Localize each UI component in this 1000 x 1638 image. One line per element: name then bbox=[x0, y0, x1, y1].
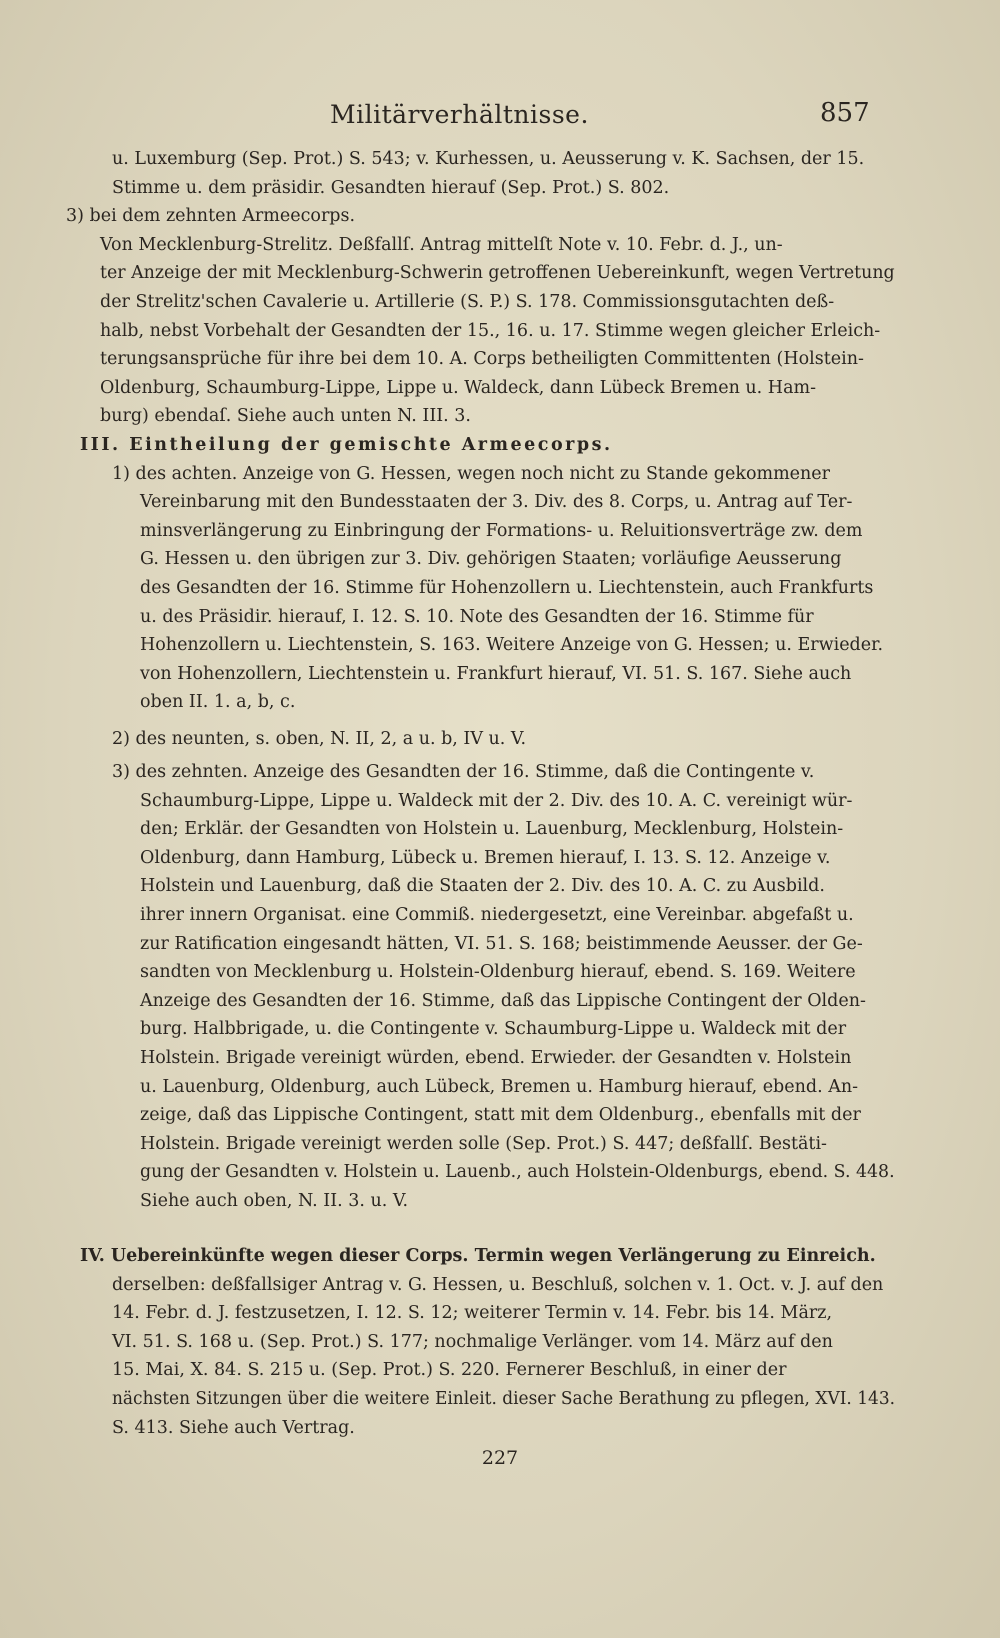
text-line: halb, nebst Vorbehalt der Gesandten der 15., 16. u. 17. Stimme wegen gleicher Erleich- bbox=[100, 320, 881, 341]
section-heading: 3) bei dem zehnten Armeecorps. bbox=[66, 206, 356, 227]
text-line: Siehe auch oben, N. II. 3. u. V. bbox=[140, 1191, 409, 1211]
text-line: 14. Febr. d. J. festzusetzen, I. 12. S. 12; weiterer Termin v. 14. Febr. bis 14. März, bbox=[112, 1303, 833, 1324]
text-line: burg) ebendaſ. Siehe auch unten N. III. 3. bbox=[100, 406, 471, 427]
text-line: zur Ratification eingesandt hätten, VI. 51. S. 168; beistimmende Aeusser. der Ge- bbox=[140, 933, 863, 954]
text-line: derselben: deßfallsiger Antrag v. G. Hessen, u. Beschluß, solchen v. 1. Oct. v. J. auf den bbox=[112, 1274, 884, 1295]
text-line: Holstein. Brigade vereinigt würden, ebend. Erwieder. der Gesandten v. Holstein bbox=[140, 1048, 852, 1068]
text-line: u. des Präsidir. hierauf, I. 12. S. 10. Note des Gesandten der 16. Stimme für bbox=[140, 606, 814, 627]
page-header bbox=[0, 100, 1000, 136]
text-line: nächsten Sitzungen über die weitere Einleit. dieser Sache Berathung zu pflegen, XVI. 143. bbox=[112, 1389, 896, 1409]
text-line: u. Lauenburg, Oldenburg, auch Lübeck, Bremen u. Hamburg hierauf, ebend. An- bbox=[140, 1076, 859, 1097]
section-heading: III. Eintheilung der gemischte Armeecorps. bbox=[80, 435, 613, 455]
text-line: von Hohenzollern, Liechtenstein u. Frankfurt hierauf, VI. 51. S. 167. Siehe auch bbox=[140, 663, 852, 684]
text-line: S. 413. Siehe auch Vertrag. bbox=[112, 1417, 355, 1438]
text-line: G. Hessen u. den übrigen zur 3. Div. gehörigen Staaten; vorläufige Aeusserung bbox=[140, 549, 842, 570]
text-line: Oldenburg, dann Hamburg, Lübeck u. Bremen hierauf, I. 13. S. 12. Anzeige v. bbox=[140, 847, 831, 868]
text-line: zeige, daß das Lippische Contingent, statt mit dem Oldenburg., ebenfalls mit der bbox=[140, 1105, 861, 1126]
text-line: 3) des zehnten. Anzeige des Gesandten der 16. Stimme, daß die Contingente v. bbox=[112, 762, 815, 782]
running-title: Militärverhältnisse. bbox=[330, 100, 589, 129]
text-line: Vereinbarung mit den Bundesstaaten der 3. Div. des 8. Corps, u. Antrag auf Ter- bbox=[140, 492, 853, 513]
text-line: der Strelitz'schen Cavalerie u. Artillerie (S. P.) S. 178. Commissionsgutachten deß- bbox=[100, 292, 835, 312]
text-line: Anzeige des Gesandten der 16. Stimme, daß das Lippische Contingent der Olden- bbox=[140, 990, 866, 1011]
text-line: den; Erklär. der Gesandten von Holstein u. Lauenburg, Mecklenburg, Holstein- bbox=[140, 819, 844, 840]
text-line: Von Mecklenburg-Strelitz. Deßfallſ. Antrag mittelſt Note v. 10. Febr. d. J., un- bbox=[100, 234, 783, 255]
text-line: ihrer innern Organisat. eine Commiß. niedergesetzt, eine Vereinbar. abgefaßt u. bbox=[140, 905, 854, 925]
signature-number: 227 bbox=[481, 1447, 519, 1469]
text-line: burg. Halbbrigade, u. die Contingente v. Schaumburg-Lippe u. Waldeck mit der bbox=[140, 1019, 847, 1040]
text-line: Holstein und Lauenburg, daß die Staaten der 2. Div. des 10. A. C. zu Ausbild. bbox=[140, 876, 825, 897]
text-line: Hohenzollern u. Liechtenstein, S. 163. Weitere Anzeige von G. Hessen; u. Erwieder. bbox=[140, 635, 884, 656]
text-line: ter Anzeige der mit Mecklenburg-Schwerin getroffenen Uebereinkunft, wegen Vertretung bbox=[100, 263, 895, 284]
text-line: 2) des neunten, s. oben, N. II, 2, a u. b, IV u. V. bbox=[112, 729, 527, 749]
text-line: 15. Mai, X. 84. S. 215 u. (Sep. Prot.) S. 220. Fernerer Beschluß, in einer der bbox=[112, 1360, 787, 1381]
text-line: terungsansprüche für ihre bei dem 10. A. Corps betheiligten Committenten (Holstein- bbox=[100, 349, 864, 370]
text-line: VI. 51. S. 168 u. (Sep. Prot.) S. 177; nochmalige Verlänger. vom 14. März auf den bbox=[112, 1331, 833, 1352]
text-line: gung der Gesandten v. Holstein u. Lauenb., auch Holstein-Oldenburgs, ebend. S. 448. bbox=[140, 1162, 895, 1183]
text-line: Schaumburg-Lippe, Lippe u. Waldeck mit der 2. Div. des 10. A. C. vereinigt wür- bbox=[140, 790, 853, 811]
text-line: des Gesandten der 16. Stimme für Hohenzollern u. Liechtenstein, auch Frankfurts bbox=[140, 578, 874, 598]
section-heading: IV. Uebereinkünfte wegen dieser Corps. Termin wegen Verlängerung zu Einreich. bbox=[80, 1246, 876, 1266]
text-line: Oldenburg, Schaumburg-Lippe, Lippe u. Waldeck, dann Lübeck Bremen u. Ham- bbox=[100, 377, 817, 398]
text-line: Stimme u. dem präsidir. Gesandten hierauf (Sep. Prot.) S. 802. bbox=[112, 177, 670, 198]
page-number: 857 bbox=[820, 98, 870, 128]
text-line: oben II. 1. a, b, c. bbox=[140, 692, 296, 713]
text-line: u. Luxemburg (Sep. Prot.) S. 543; v. Kurhessen, u. Aeusserung v. K. Sachsen, der 15. bbox=[112, 149, 865, 169]
text-line: 1) des achten. Anzeige von G. Hessen, wegen noch nicht zu Stande gekommener bbox=[112, 463, 831, 484]
text-line: sandten von Mecklenburg u. Holstein-Oldenburg hierauf, ebend. S. 169. Weitere bbox=[140, 962, 856, 983]
text-line: minsverlängerung zu Einbringung der Formations- u. Reluitionsverträge zw. dem bbox=[140, 520, 863, 541]
text-line: Holstein. Brigade vereinigt werden solle (Sep. Prot.) S. 447; deßfallſ. Bestäti- bbox=[140, 1133, 827, 1154]
